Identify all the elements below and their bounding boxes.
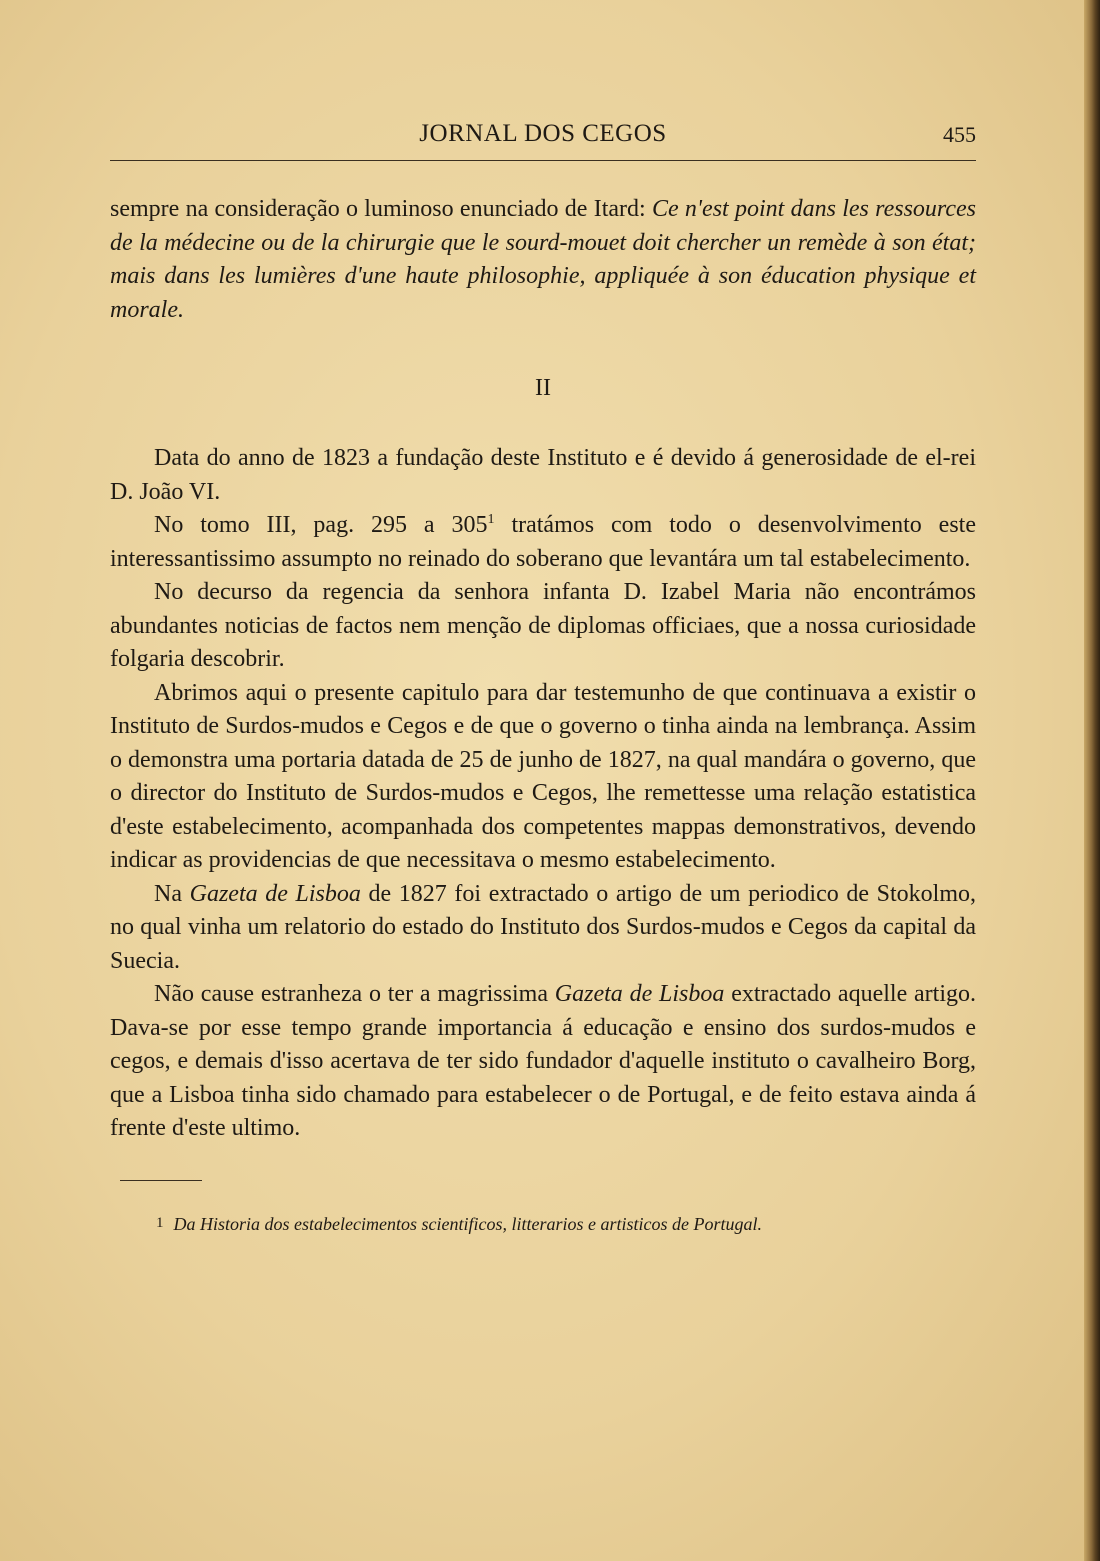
paragraph-itard-quote (110, 193, 976, 327)
paragraph-regencia: No decurso da regencia da senhora infanta D. Izabel Maria não encontrámos abundantes noticias de factos nem menção de diplomas officiaes, que a nossa curiosidade folgaria descobrir. (110, 579, 976, 672)
footnote-text: Da Historia dos estabelecimentos scientificos, litterarios e artisticos de Portugal. (173, 1213, 762, 1234)
section-number: II (535, 375, 551, 401)
french-quote: Ce n'est point dans les ressources de la médecine ou de la chirurgie que le sourd-mouet doit chercher un remède à son état; mais dans les lumières d'une haute philosophie, appliquée à son éducation physique et morale. (110, 196, 977, 323)
paragraph-gazeta (110, 878, 976, 979)
paragraph-text: tratámos com todo o desenvolvimento este interessantissimo assumpto no reinado do soberano que levantára um tal estabelecimento. (110, 512, 976, 572)
paragraph-text: de 1827 foi extractado o artigo de um periodico de Stokolmo, no qual vinha um relatorio do estado do Instituto dos Surdos-mudos e Cegos da capital da Suecia. (110, 880, 977, 974)
paragraph-text: sempre na consideração o luminoso enunciado de Itard: (110, 196, 652, 222)
running-title: JORNAL DOS CEGOS (419, 120, 667, 147)
footnote-marker: 1 (156, 1214, 164, 1231)
page-edge (1084, 0, 1100, 1561)
paragraph-text: extractado aquelle artigo. Dava-se por esse tempo grande importancia á educação e ensino dos surdos-mudos e cegos, e demais d'isso acertava de ter sido fundador d'aquelle instituto o cavalheiro Borg, que a Lisboa tinha sido chamado para estabelecer o de Portugal, e de feito estava ainda á frente d'este ultimo. (110, 981, 977, 1141)
paragraph-text: No tomo III, pag. 295 a 305 (154, 512, 488, 538)
paragraph-tomo (110, 509, 976, 576)
paragraph-portaria: Abrimos aqui o presente capitulo para dar testemunho de que continuava a existir o Instituto de Surdos-mudos e Cegos e de que o governo o tinha ainda na lembrança. Assim o demonstra uma portaria datada de 25 de junho de 1827, na qual mandára o governo, que o director do Instituto de Surdos-mudos e Cegos, lhe remettesse uma relação estatistica d'este estabelecimento, acompanhada dos competentes mappas demonstrativos, devendo indicar as providencias de que necessitava o mesmo estabelecimento. (110, 679, 976, 873)
footnote (110, 1211, 976, 1236)
paragraph-text: Não cause estranheza o ter a magrissima (154, 981, 555, 1007)
footnote-rule (120, 1180, 202, 1181)
running-head (110, 118, 976, 158)
paragraph-borg (110, 978, 976, 1146)
header-rule (110, 160, 976, 161)
paragraph-text: Na (154, 880, 190, 907)
page-content (110, 118, 976, 1236)
page-number: 455 (943, 122, 976, 147)
paragraph-founding: Data do anno de 1823 a fundação deste Instituto e é devido á generosidade de el-rei D. João VI. (110, 445, 976, 505)
footnote-reference: 1 (487, 512, 495, 527)
publication-title: Gazeta de Lisboa (189, 880, 361, 907)
publication-title: Gazeta de Lisboa (554, 981, 725, 1007)
